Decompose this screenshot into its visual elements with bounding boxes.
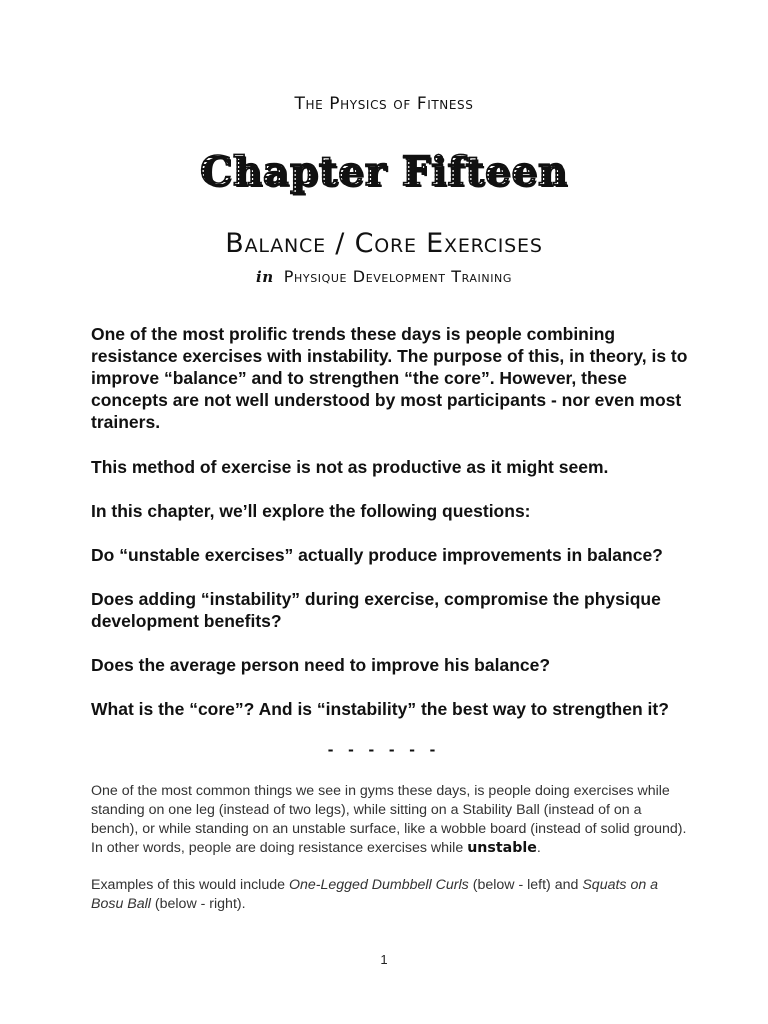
- body-paragraph-2: [91, 876, 691, 914]
- chapter-title: Chapter Fifteen: [0, 148, 768, 195]
- book-title: The Physics of Fitness: [294, 94, 474, 114]
- exercise-one-legged-curls: One-Legged Dumbbell Curls: [288, 877, 469, 893]
- sub-subtitle-prefix: in: [255, 268, 274, 286]
- chapter-sub-subtitle: [0, 267, 768, 286]
- intro-paragraph: One of the most prolific trends these days is people combining resistance exercises with instability. The purpose of this, in theory, is to improve “balance” and to strengthen “the core”. However, these concepts are not well understood by most participants - nor even most trainers.: [91, 324, 688, 432]
- question-physique: Does adding “instability” during exercise, compromise the physique development benefits?: [91, 589, 661, 631]
- body-paragraph-2-start: Examples of this would include: [91, 877, 285, 893]
- body-paragraph-1-end: .: [536, 840, 541, 856]
- body-paragraph-1-text: One of the most common things we see in gyms these days, is people doing exercises while standing on one leg (instead of two legs), while sitting on a Stability Ball (instead of on a bench), or while standing on an unstable surface, like a wobble board (instead of solid ground). In other words, people are doing resistance exercises while: [91, 783, 687, 856]
- page-number: 1: [380, 952, 388, 967]
- question-core: What is the “core”? And is “instability” the best way to strengthen it?: [91, 699, 669, 719]
- body-paragraph-2-mid: (below - left) and: [472, 877, 579, 893]
- intro-statement: This method of exercise is not as productive as it might seem.: [91, 457, 609, 477]
- sub-subtitle-text: Physique Development Training: [283, 267, 513, 286]
- question-balance: Do “unstable exercises” actually produce improvements in balance?: [91, 545, 663, 565]
- body-paragraph-1-bold: unstable: [467, 840, 537, 856]
- question-average-person: Does the average person need to improve his balance?: [91, 655, 551, 675]
- body-paragraph-1: [91, 782, 691, 858]
- chapter-subtitle: Balance / Core Exercises: [225, 228, 543, 259]
- exercise-bosu-squats: Squats on a Bosu Ball: [91, 877, 659, 912]
- section-divider: - - - - - -: [327, 740, 441, 759]
- body-paragraph-2-end: (below - right).: [154, 896, 246, 912]
- intro-questions-lead: In this chapter, we’ll explore the following questions:: [91, 501, 531, 521]
